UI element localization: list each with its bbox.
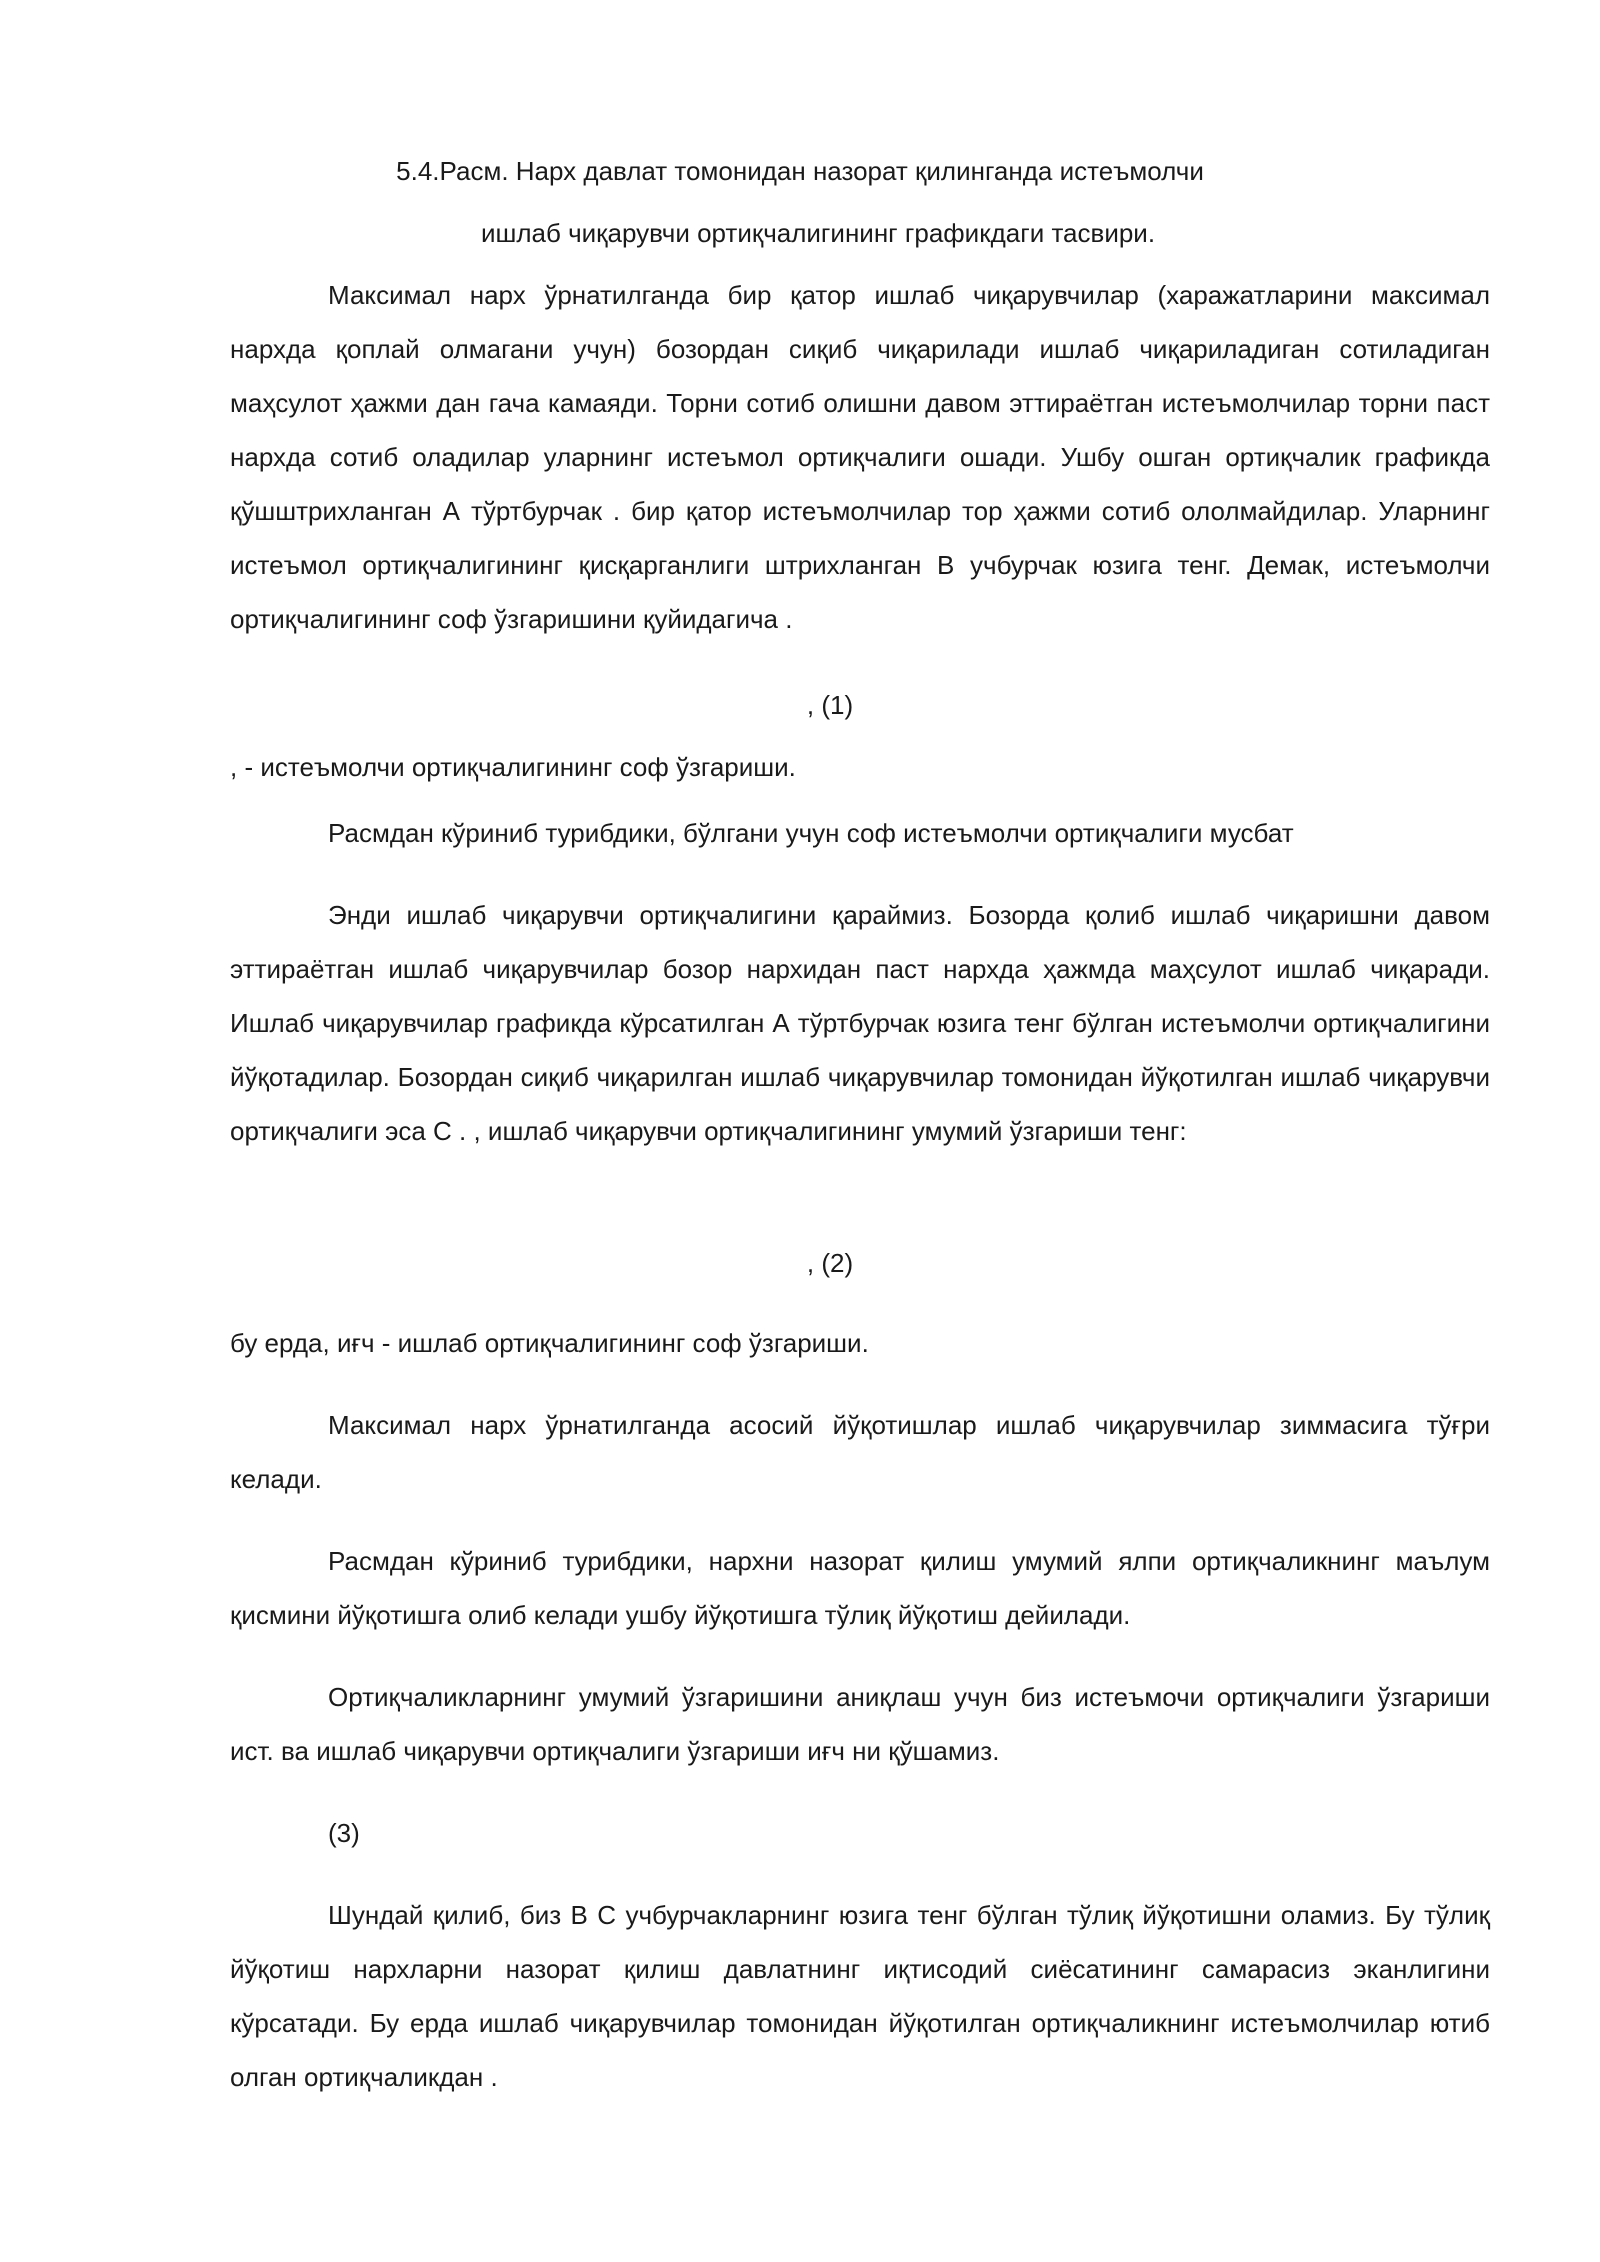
paragraph-positive-surplus: Расмдан кўриниб турибдики, бўлгани учун соф истеъмолчи ортиқчалиги мусбат [328,818,1294,848]
paragraph-definition-2: бу ерда, иғч - ишлаб ортиқчалигининг соф ўзгариши. [230,1328,869,1358]
paragraph-max-price-losses: Максимал нарх ўрнатилганда асосий йўқотишлар ишлаб чиқарувчилар зиммасига тўғри келади. [230,1410,1490,1494]
formula-1: , (1) [806,690,854,720]
figure-caption-line-2: ишлаб чиқарувчи ортиқчалигининг графикдаги тасвири. [480,218,1156,248]
figure-caption-line-1: 5.4.Расм. Нарх давлат томонидан назорат қилинганда истеъмолчи [396,156,1204,186]
paragraph-conclusion: Шундай қилиб, биз В С учбурчакларнинг юзига тенг бўлган тўлиқ йўқотишни оламиз. Бу тўлиқ йўқотиш нархларни назорат қилиш давлатнинг иқтисодий сиёсатининг самарасиз эканлигини кўрсатади. Бу ерда ишлаб чиқарувчилар томонидан йўқотилган ортиқчаликнинг истеъмолчилар ютиб олган ортиқчаликдан . [230,1900,1490,2092]
paragraph-producer-surplus: Энди ишлаб чиқарувчи ортиқчалигини қараймиз. Бозорда қолиб ишлаб чиқаришни давом эттираётган ишлаб чиқарувчилар бозор нархидан паст нархда ҳажмда маҳсулот ишлаб чиқаради. Ишлаб чиқарувчилар графикда кўрсатилган А тўртбурчак юзига тенг бўлган истеъмолчи ортиқчалигини йўқотадилар. Бозордан сиқиб чиқарилган ишлаб чиқарувчилар томонидан йўқотилган ишлаб чиқарувчи ортиқчалиги эса С . , ишлаб чиқарувчи ортиқчалигининг умумий ўзгариши тенг: [230,900,1490,1146]
paragraph-consumer-surplus: Максимал нарх ўрнатилганда бир қатор ишлаб чиқарувчилар (харажатларини максимал нархда қоплай олмагани учун) бозордан сиқиб чиқарилади ишлаб чиқариладиган сотиладиган маҳсулот ҳажми дан гача камаяди. Торни сотиб олишни давом эттираётган истеъмолчилар торни паст нархда сотиб оладилар уларнинг истеъмол ортиқчалиги ошади. Ушбу ошган ортиқчалик графикда қўшштрихланган А тўртбурчак . бир қатор истеъмолчилар тор ҳажми сотиб ололмайдилар. Уларнинг истеъмол ортиқчалигининг қисқарганлиги штрихланган В учбурчак юзига тенг. Демак, истеъмолчи ортиқчалигининг соф ўзгаришини қуйидагича . [230,280,1490,634]
paragraph-deadweight-loss: Расмдан кўриниб турибдики, нархни назорат қилиш умумий ялпи ортиқчаликнинг маълум қисмини йўқотишга олиб келади ушбу йўқотишга тўлиқ йўқотиш дейилади. [230,1546,1490,1630]
paragraph-total-change: Ортиқчаликларнинг умумий ўзгаришини аниқлаш учун биз истеъмочи ортиқчалиги ўзгариши ист. ва ишлаб чиқарувчи ортиқчалиги ўзгариши иғч ни қўшамиз. [230,1682,1490,1766]
paragraph-definition-1: , - истеъмолчи ортиқчалигининг соф ўзгариши. [230,752,796,782]
formula-2: , (2) [806,1248,854,1278]
formula-3: (3) [328,1818,360,1848]
